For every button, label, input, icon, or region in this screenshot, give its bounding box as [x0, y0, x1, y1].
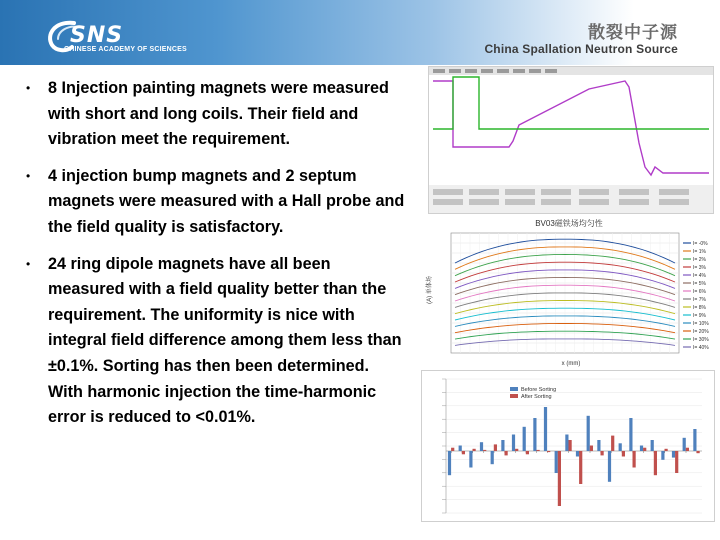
uniformity-legend: [683, 241, 709, 351]
legend-entry: I= 6%: [693, 289, 706, 295]
sorting-bar: [515, 449, 518, 451]
slide-header: [0, 0, 720, 65]
legend-entry: I= -0%: [693, 241, 708, 247]
legend-entry: I= 1%: [693, 249, 706, 255]
bullet-item: [26, 76, 406, 153]
legend-entry: I= 40%: [693, 345, 709, 351]
sorting-bar: [558, 451, 561, 506]
scope-readout-cell: [659, 189, 689, 195]
sorting-bar: [629, 418, 632, 451]
field-uniformity-chart: [421, 215, 717, 367]
legend-entry: I= 9%: [693, 313, 706, 319]
sorting-bar: [459, 446, 462, 452]
sorting-bar: [590, 446, 593, 452]
legend-entry: I= 4%: [693, 273, 706, 279]
scope-readout-cell: [433, 189, 463, 195]
sorting-bar: [665, 449, 668, 451]
sorting-bar: [537, 450, 540, 451]
sorting-bar: [565, 435, 568, 452]
legend-swatch-before: [510, 387, 518, 391]
sorting-bar-chart: [421, 370, 715, 522]
scope-readout-cell: [541, 189, 571, 195]
legend-entry: I= 30%: [693, 337, 709, 343]
scope-toolbar-button: [545, 69, 557, 73]
sorting-bar: [462, 451, 465, 454]
sorting-bar: [675, 451, 678, 473]
scope-toolbar-button: [529, 69, 541, 73]
sorting-bar: [622, 451, 625, 457]
scope-trace-magenta: [433, 81, 709, 175]
scope-readout-cell: [433, 199, 463, 205]
sorting-bar: [473, 449, 476, 451]
legend-swatch-after: [510, 394, 518, 398]
uniformity-chart-svg: [421, 215, 717, 367]
sorting-bar: [569, 440, 572, 451]
sorting-bar: [533, 418, 536, 451]
bullet-dot-icon: •: [26, 256, 31, 271]
legend-entry: I= 7%: [693, 297, 706, 303]
scope-toolbar-button: [433, 69, 445, 73]
sns-logo: [44, 17, 224, 61]
sorting-bar: [619, 443, 622, 451]
uniformity-x-axis-label: x (mm): [561, 361, 581, 367]
scope-readout-cell: [469, 189, 499, 195]
bullet-item: [26, 164, 406, 241]
sorting-bar: [547, 451, 550, 452]
org-name-chinese: 散裂中子源: [588, 23, 678, 43]
sorting-bar: [579, 451, 582, 484]
legend-label-after: After Sorting: [521, 394, 552, 400]
scope-chart: [429, 67, 713, 213]
scope-toolbar-button: [513, 69, 525, 73]
sorting-bar: [651, 440, 654, 451]
uniformity-chart-title: BV03磁铁场均匀性: [535, 219, 603, 228]
legend-entry: I= 5%: [693, 281, 706, 287]
sorting-chart-svg: [422, 371, 714, 521]
sorting-bar: [523, 427, 526, 451]
sorting-bar: [608, 451, 611, 482]
sorting-bar: [555, 451, 558, 473]
scope-readout-cell: [619, 189, 649, 195]
legend-entry: I= 10%: [693, 321, 709, 327]
legend-entry: I= 8%: [693, 305, 706, 311]
scope-trace-green: [433, 77, 709, 129]
sorting-bar: [526, 451, 529, 454]
scope-readout-cell: [579, 189, 609, 195]
scope-readout-cell: [505, 189, 535, 195]
sorting-bar: [686, 448, 689, 451]
sorting-bar: [491, 451, 494, 464]
sorting-bar: [494, 444, 497, 451]
sorting-bar: [597, 440, 600, 451]
sorting-bar: [587, 416, 590, 451]
scope-readout-cell: [619, 199, 649, 205]
sorting-bar: [697, 451, 700, 453]
sorting-bar: [505, 451, 508, 455]
scope-readout-cell: [579, 199, 609, 205]
bullet-item: [26, 252, 406, 431]
bullet-text: 4 injection bump magnets and 2 septum magnets were measured with a Hall probe and the field quality is satisfactory.: [48, 166, 405, 236]
bullet-dot-icon: •: [26, 168, 31, 183]
sorting-bar: [654, 451, 657, 475]
bullet-list: [26, 76, 406, 442]
scope-toolbar-button: [465, 69, 477, 73]
scope-readout-cell: [659, 199, 689, 205]
sorting-bars: [448, 407, 700, 506]
scope-toolbar-button: [481, 69, 493, 73]
sorting-bar: [683, 438, 686, 451]
bullet-text: 24 ring dipole magnets have all been measured with a field quality better than the requirement. The uniformity is nice with integral field difference among them less than ±0.1%. Sorting has then been determined. With harmonic injection the time-harmonic error is reduced to <0.01%.: [48, 254, 402, 427]
legend-entry: I= 20%: [693, 329, 709, 335]
sorting-bar: [576, 451, 579, 457]
sorting-bar: [451, 448, 454, 451]
legend-entry: I= 3%: [693, 265, 706, 271]
sorting-bar: [693, 429, 696, 451]
sorting-bar: [661, 451, 664, 460]
sorting-bar: [601, 451, 604, 455]
scope-readout-cell: [469, 199, 499, 205]
sorting-bar: [672, 451, 675, 458]
sorting-bar: [512, 435, 515, 452]
scope-readout-cell: [541, 199, 571, 205]
sorting-bar: [448, 451, 451, 475]
bullet-text: 8 Injection painting magnets were measured with short and long coils. Their field and vibration meet the requirement.: [48, 79, 389, 149]
scope-toolbar-button: [497, 69, 509, 73]
sorting-bar: [480, 442, 483, 451]
sorting-bar: [611, 436, 614, 451]
sorting-bar: [483, 450, 486, 451]
bullet-dot-icon: •: [26, 81, 31, 95]
sorting-bar: [469, 451, 472, 468]
scope-readout-cell: [505, 199, 535, 205]
sorting-bar: [633, 451, 636, 468]
logo-wordmark: SNS: [70, 23, 124, 48]
sorting-bar: [501, 440, 504, 451]
scope-toolbar-button: [449, 69, 461, 73]
sorting-bar: [643, 448, 646, 451]
logo-subtitle: CHINESE ACADEMY OF SCIENCES: [64, 46, 187, 53]
org-name-english: China Spallation Neutron Source: [484, 42, 678, 56]
legend-label-before: Before Sorting: [521, 387, 557, 393]
legend-entry: I= 2%: [693, 257, 706, 263]
oscilloscope-screenshot: [428, 66, 714, 214]
sorting-legend: [510, 387, 556, 400]
sorting-bar: [640, 446, 643, 452]
sorting-bar: [544, 407, 547, 451]
uniformity-y-axis-label: (A) 单体场: [427, 276, 433, 304]
